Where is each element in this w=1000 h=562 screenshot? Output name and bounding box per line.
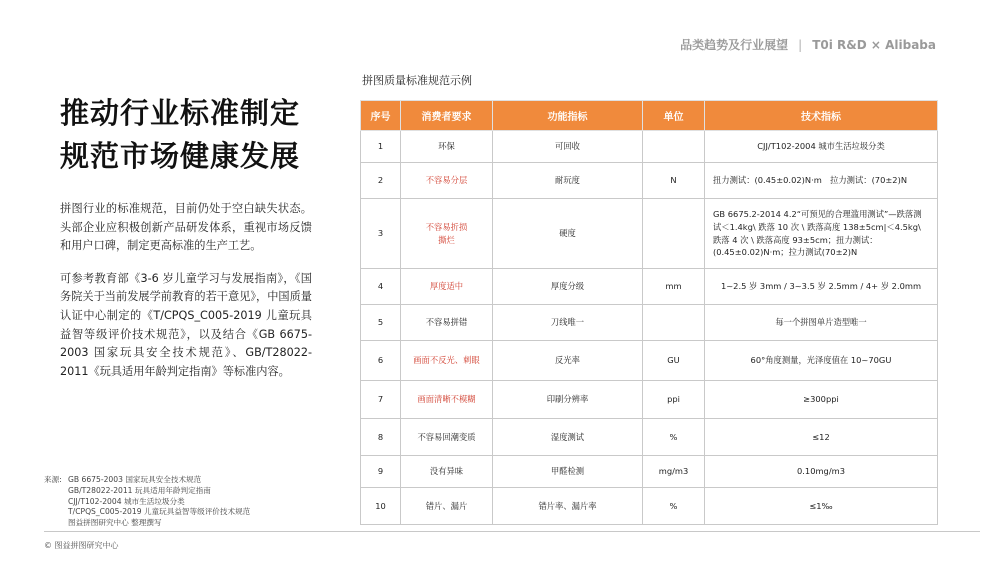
unit: % — [643, 488, 705, 525]
function-indicator: 甲醛检测 — [493, 456, 643, 488]
row-number: 1 — [361, 131, 401, 163]
technical-spec: ≤12 — [705, 419, 938, 456]
consumer-requirement: 环保 — [401, 131, 493, 163]
function-indicator: 反光率 — [493, 341, 643, 381]
consumer-requirement: 不容易拼错 — [401, 305, 493, 341]
technical-spec: 60°角度测量，光泽度值在 10~70GU — [705, 341, 938, 381]
table-row — [361, 341, 938, 381]
column-header: 消费者要求 — [401, 101, 493, 131]
consumer-requirement: 画面清晰不模糊 — [401, 381, 493, 419]
technical-spec: GB 6675.2-2014 4.2“可预见的合理滥用测试”—跌落测试＜1.4kg\ 跌落 10 次 \ 跌落高度 138±5cm|＜4.5kg\ 跌落 4 次 \ 跌落高度 93±5cm；扭力测试：(0.45±0.02)N·m；拉力测试(70±2)N — [705, 199, 938, 269]
table-row — [361, 488, 938, 525]
row-number: 3 — [361, 199, 401, 269]
row-number: 7 — [361, 381, 401, 419]
table-row — [361, 305, 938, 341]
consumer-requirement: 错片、漏片 — [401, 488, 493, 525]
footer-divider — [44, 531, 980, 532]
consumer-requirement: 不容易折损 撕烂 — [401, 199, 493, 269]
header-separator: | — [798, 37, 803, 52]
consumer-requirement: 没有异味 — [401, 456, 493, 488]
unit: mm — [643, 269, 705, 305]
function-indicator: 可回收 — [493, 131, 643, 163]
unit: % — [643, 419, 705, 456]
technical-spec: 扭力测试：(0.45±0.02)N·m 拉力测试：(70±2)N — [705, 163, 938, 199]
consumer-requirement: 不容易分层 — [401, 163, 493, 199]
technical-spec: CJJ/T102-2004 城市生活垃圾分类 — [705, 131, 938, 163]
unit — [643, 305, 705, 341]
source-item: GB/T28022-2011 玩具适用年龄判定指南 — [68, 485, 211, 495]
column-header: 序号 — [361, 101, 401, 131]
table-row — [361, 131, 938, 163]
table-row — [361, 199, 938, 269]
copyright: © 图益拼图研究中心 — [44, 541, 119, 550]
unit — [643, 199, 705, 269]
section-title: 品类趋势及行业展望 — [680, 38, 789, 52]
table-row — [361, 269, 938, 305]
consumer-requirement: 画面不反光、刺眼 — [401, 341, 493, 381]
function-indicator: 耐玩度 — [493, 163, 643, 199]
unit: N — [643, 163, 705, 199]
function-indicator: 厚度分级 — [493, 269, 643, 305]
technical-spec: ≥300ppi — [705, 381, 938, 419]
page-title — [60, 92, 300, 178]
source-item: 图益拼图研究中心 整理撰写 — [68, 518, 162, 528]
column-header: 技术指标 — [705, 101, 938, 131]
unit: GU — [643, 341, 705, 381]
sources-note — [44, 475, 250, 529]
unit: mg/m3 — [643, 456, 705, 488]
row-number: 4 — [361, 269, 401, 305]
row-number: 5 — [361, 305, 401, 341]
technical-spec: 每一个拼图单片造型唯一 — [705, 305, 938, 341]
row-number: 10 — [361, 488, 401, 525]
function-indicator: 错片率、漏片率 — [493, 488, 643, 525]
table-row — [361, 456, 938, 488]
column-header: 单位 — [643, 101, 705, 131]
source-item: T/CPQS_C005-2019 儿童玩具益智等级评价技术规范 — [68, 507, 251, 517]
title-line-2: 规范市场健康发展 — [60, 139, 301, 173]
function-indicator: 印刷分辨率 — [493, 381, 643, 419]
title-line-1: 推动行业标准制定 — [60, 96, 301, 130]
consumer-requirement: 不容易回潮变质 — [401, 419, 493, 456]
function-indicator: 刀线唯一 — [493, 305, 643, 341]
intro-paragraph-2: 可参考教育部《3-6 岁儿童学习与发展指南》，《国务院关于当前发展学前教育的若干意见》，中国质量认证中心制定的《T/CPQS_C005-2019 儿童玩具益智等级评价技术规范》，以及结合《GB 6675-2003 国家玩具安全技术规范》、GB/T28022-2011《玩具适用年龄判定指南》等标准内容。 — [60, 271, 312, 378]
function-indicator: 湿度测试 — [493, 419, 643, 456]
table-row — [361, 381, 938, 419]
source-item: CJJ/T102-2004 城市生活垃圾分类 — [68, 496, 185, 506]
table-caption: 拼图质量标准规范示例 — [362, 74, 472, 87]
consumer-requirement: 厚度适中 — [401, 269, 493, 305]
column-header: 功能指标 — [493, 101, 643, 131]
page-header — [680, 36, 936, 53]
brand-logo: T0i R&D × Alibaba — [812, 37, 936, 52]
intro-paragraph-1: 拼图行业的标准规范，目前仍处于空白缺失状态。头部企业应积极创新产品研发体系，重视市场反馈和用户口碑，制定更高标准的生产工艺。 — [60, 202, 312, 253]
quality-standard-table — [360, 100, 938, 525]
unit: ppi — [643, 381, 705, 419]
row-number: 2 — [361, 163, 401, 199]
technical-spec: ≤1‰ — [705, 488, 938, 525]
table-row — [361, 419, 938, 456]
sources-label: 来源: — [44, 475, 62, 484]
function-indicator: 硬度 — [493, 199, 643, 269]
row-number: 8 — [361, 419, 401, 456]
table-header-row — [361, 101, 938, 131]
table-row — [361, 163, 938, 199]
intro-text — [60, 200, 312, 395]
unit — [643, 131, 705, 163]
row-number: 6 — [361, 341, 401, 381]
source-item: GB 6675-2003 国家玩具安全技术规范 — [68, 475, 202, 484]
technical-spec: 1~2.5 岁 3mm / 3~3.5 岁 2.5mm / 4+ 岁 2.0mm — [705, 269, 938, 305]
technical-spec: 0.10mg/m3 — [705, 456, 938, 488]
row-number: 9 — [361, 456, 401, 488]
